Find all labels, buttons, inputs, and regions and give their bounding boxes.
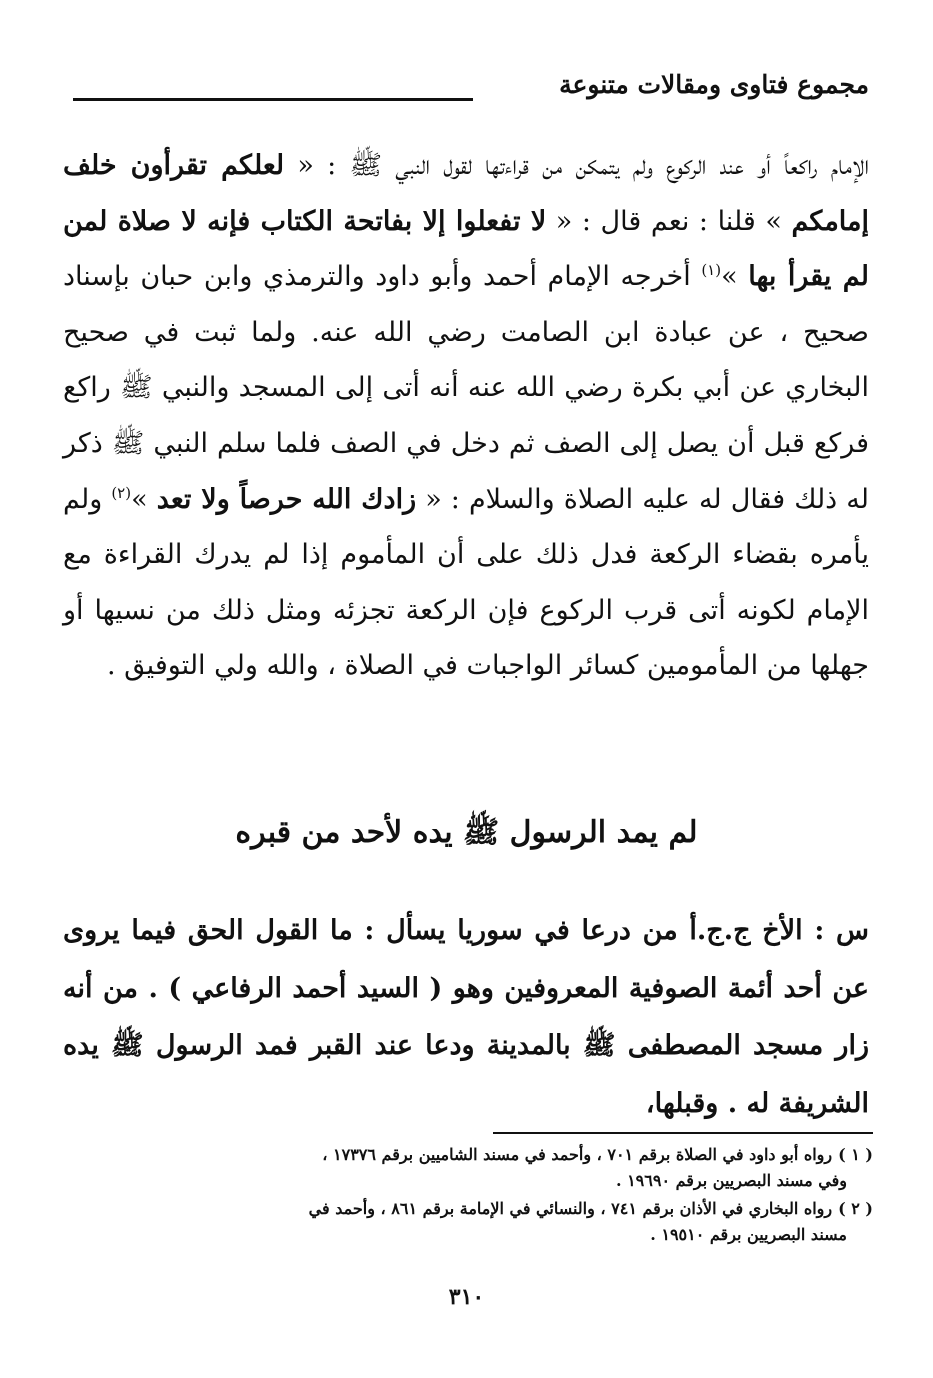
body-text [63, 138, 869, 694]
hadith-quote: لا تفعلوا إلا بفاتحة الكتاب فإنه لا صلاة لمن لم يقرأ بها [63, 205, 869, 293]
body-segment: » قلنا : نعم قال : « [546, 205, 792, 237]
footnote-ref-2: (٢) [111, 483, 132, 502]
hadith-quote: لعلكم تقرأون خلف إمامكم [63, 150, 869, 237]
running-header [69, 66, 869, 106]
section-heading: لم يمد الرسول ﷺ يده لأحد من قبره [235, 815, 698, 850]
footnote-2 [233, 1196, 873, 1248]
footnote-number: ( ٢ ) [838, 1199, 873, 1218]
body-segment: ولم يأمره بقضاء الركعة فدل ذلك على أن المأموم إذا لم يدرك القراءة مع الإمام لكونه أتى قرب الركوع فإن الركعة تجزئه ومثل ذلك من نسيها أو جهلها من المأمومين كسائر الواجبات في الصلاة ، والله ولي التوفيق . [63, 483, 869, 682]
header-title: مجموع فتاوى ومقالات متنوعة [559, 70, 869, 99]
footnote-number: ( ١ ) [838, 1145, 873, 1164]
page-number: ٣١٠ [448, 1284, 485, 1310]
footnote-line: وفي مسند البصريين برقم ١٩٦٩٠ . [615, 1171, 847, 1190]
footnote-line: رواه البخاري في الأذان برقم ٧٤١ ، والنسائي في الإمامة برقم ٨٦١ ، وأحمد في [308, 1199, 833, 1218]
footnote-ref-1: (١) [701, 261, 722, 280]
footnote-line: رواه أبو داود في الصلاة برقم ٧٠١ ، وأحمد في مسند الشاميين برقم ١٧٣٧٦ ، [322, 1145, 833, 1164]
question-block [63, 902, 869, 1132]
question-paragraph: س : الأخ ج.ج.أ من درعا في سوريا يسأل : ما القول الحق فيما يروى عن أحد أئمة الصوفية المعروفين وهو ( السيد أحمد الرفاعي ) . من أنه زار مسجد المصطفى ﷺ بالمدينة ودعا عند القبر فمد الرسول ﷺ يده الشريفة له . وقبلها، [63, 915, 869, 1119]
body-segment: » [721, 261, 749, 293]
footnote-rule [493, 1132, 873, 1134]
body-paragraph [63, 138, 869, 694]
body-segment: الإمام راكعاً أو عند الركوع ولم يتمكن من قراءتها لقول النبي ﷺ : « [284, 150, 869, 181]
footnotes [233, 1142, 873, 1250]
body-segment: أخرجه الإمام أحمد وأبو داود والترمذي وابن حبان بإسناد صحيح ، عن عبادة ابن الصامت رضي الله عنه. ولما ثبت في صحيح البخاري عن أبي بكرة رضي الله عنه أنه أتى إلى المسجد والنبي ﷺ راكع فركع قبل أن يصل إلى الصف ثم دخل في الصف فلما سلم النبي ﷺ ذكر له ذلك فقال له عليه الصلاة والسلام : « [63, 261, 869, 515]
body-segment: » [131, 483, 157, 515]
footnote-line: مسند البصريين برقم ١٩٥١٠ . [650, 1225, 847, 1244]
header-rule [73, 98, 473, 101]
hadith-quote: زادك الله حرصاً ولا تعد [156, 483, 417, 515]
footnote-1 [233, 1142, 873, 1194]
